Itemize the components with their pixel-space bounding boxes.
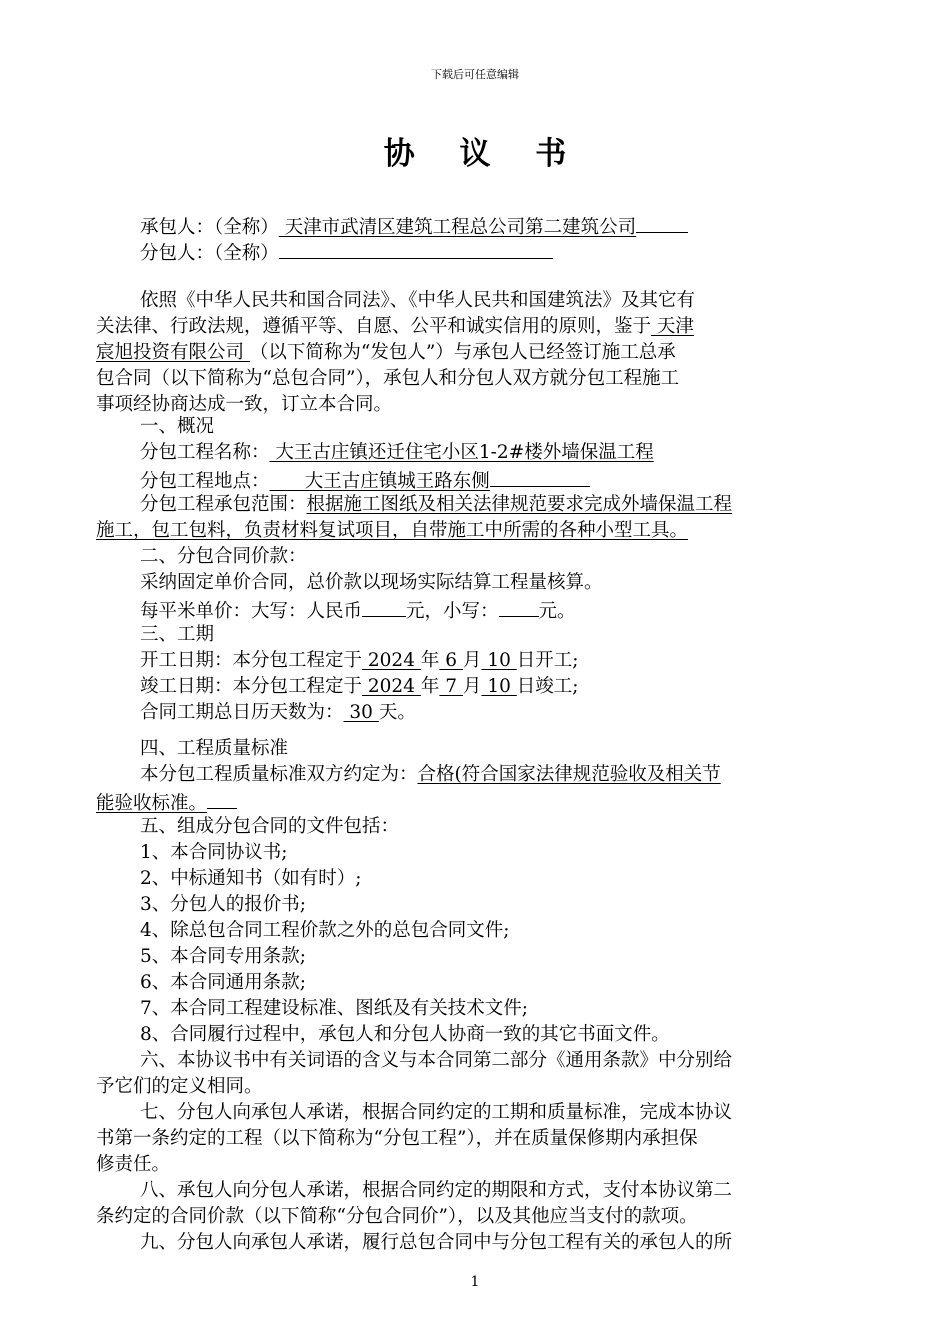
start-date-line <box>96 648 578 674</box>
month-char: 月 <box>462 676 482 697</box>
section-4-heading: 四、工程质量标准 <box>140 738 289 759</box>
document-item: 5、本合同专用条款; <box>140 946 307 967</box>
project-site-line <box>96 466 590 495</box>
intro-line-2 <box>96 314 694 340</box>
intro-line-5: 事项经协商达成一致，订立本合同。 <box>96 394 393 415</box>
document-item: 6、本合同通用条款; <box>140 972 307 993</box>
intro-line-3-text: （以下简称为“发包人”）与承包人已经签订施工总承 <box>249 342 676 363</box>
price-method: 采纳固定单价合同，总价款以现场实际结算工程量核算。 <box>140 572 603 593</box>
subcontractor-line <box>96 238 553 267</box>
end-year: 2024 <box>362 676 421 697</box>
intro-employer-2: 宸旭投资有限公司 <box>96 342 250 363</box>
clause-6-line-1: 六、本协议书中有关词语的含义与本合同第二部分《通用条款》中分别给 <box>140 1050 733 1071</box>
duration-label: 合同工期总日历天数为： <box>140 702 344 723</box>
project-name-label: 分包工程名称： <box>140 442 270 463</box>
intro-employer-1: 天津 <box>651 316 694 337</box>
header-note: 下载后可任意编辑 <box>431 68 519 81</box>
clause-9-line-1: 九、分包人向承包人承诺，履行总包合同中与分包工程有关的承包人的所 <box>140 1232 733 1253</box>
start-day: 10 <box>481 650 517 671</box>
unit-price-figures-label: 元，小写： <box>406 601 499 622</box>
subcontractor-name-blank <box>279 238 553 259</box>
scope-line-1 <box>96 492 732 518</box>
start-date-label: 开工日期：本分包工程定于 <box>140 650 363 671</box>
project-site-label: 分包工程地点： <box>140 471 270 492</box>
end-month: 7 <box>439 676 463 697</box>
duration-value: 30 <box>343 702 379 723</box>
quality-blank <box>207 788 237 809</box>
project-site-value: 大王古庄镇城王路东侧 <box>269 471 490 492</box>
contractor-label: 承包人：（全称） <box>140 217 279 238</box>
start-month: 6 <box>439 650 463 671</box>
contractor-name: 天津市武清区建筑工程总公司第二建筑公司 <box>278 217 637 238</box>
subcontractor-label: 分包人：（全称） <box>140 243 279 264</box>
start-year: 2024 <box>362 650 421 671</box>
section-3-heading: 三、工期 <box>140 624 215 645</box>
unit-price-words-label: 每平米单价：大写：人民币 <box>140 601 363 622</box>
document-item: 3、分包人的报价书; <box>140 894 307 915</box>
end-date-label: 竣工日期：本分包工程定于 <box>140 676 363 697</box>
document-item: 8、合同履行过程中，承包人和分包人协商一致的其它书面文件。 <box>140 1024 670 1045</box>
end-date-line <box>96 674 578 700</box>
section-1-heading: 一、概况 <box>140 416 215 437</box>
intro-line-2-text: 关法律、行政法规，遵循平等、自愿、公平和诚实信用的原则，鉴于 <box>96 316 652 337</box>
intro-line-3 <box>96 340 676 366</box>
project-name-line <box>96 440 654 466</box>
scope-label: 分包工程承包范围： <box>140 494 307 515</box>
quality-value-2: 能验收标准。 <box>96 793 208 814</box>
clause-6-line-2: 予它们的定义相同。 <box>96 1076 263 1097</box>
document-title: 协 议 书 <box>383 136 584 172</box>
duration-line <box>96 700 416 726</box>
scope-value-1: 根据施工图纸及相关法律规范要求完成外墙保温工程 <box>306 494 733 515</box>
project-name-value: 大王古庄镇还迁住宅小区1-2#楼外墙保温工程 <box>269 442 654 463</box>
document-item: 4、除总包合同工程价款之外的总包合同文件; <box>140 920 510 941</box>
year-char: 年 <box>420 676 440 697</box>
document-item: 2、中标通知书（如有时）; <box>140 868 362 889</box>
end-day: 10 <box>481 676 517 697</box>
unit-price-line <box>96 596 576 625</box>
document-item: 7、本合同工程建设标准、图纸及有关技术文件; <box>140 998 529 1019</box>
quality-value-1: 合格(符合国家法律规范验收及相关节 <box>417 764 721 785</box>
unit-price-words-blank <box>362 596 406 617</box>
quality-line-1 <box>96 762 721 788</box>
year-char: 年 <box>420 650 440 671</box>
project-site-blank <box>490 466 590 487</box>
contractor-name-blank <box>636 212 688 233</box>
end-suffix: 日竣工; <box>516 676 579 697</box>
section-2-heading: 二、分包合同价款： <box>140 546 307 567</box>
section-5-heading: 五、组成分包合同的文件包括： <box>140 816 400 837</box>
page-number: 1 <box>470 1274 480 1290</box>
scope-line-2 <box>96 518 688 544</box>
unit-price-suffix: 元。 <box>538 601 576 622</box>
month-char: 月 <box>462 650 482 671</box>
clause-8-line-1: 八、承包人向分包人承诺，根据合同约定的期限和方式，支付本协议第二 <box>140 1180 733 1201</box>
document-item: 1、本合同协议书; <box>140 842 288 863</box>
clause-8-line-2: 条约定的合同价款（以下简称“分包合同价”），以及其他应当支付的款项。 <box>96 1206 698 1227</box>
clause-7-line-3: 修责任。 <box>96 1154 171 1175</box>
intro-line-1: 依照《中华人民共和国合同法》、《中华人民共和国建筑法》及其它有 <box>140 290 696 311</box>
unit-price-figures-blank <box>499 596 539 617</box>
scope-value-2: 施工，包工包料，负责材料复试项目，自带施工中所需的各种小型工具。 <box>96 520 689 541</box>
intro-line-4: 包合同（以下简称为“总包合同”），承包人和分包人双方就分包工程施工 <box>96 368 680 389</box>
contractor-line <box>96 212 688 241</box>
clause-7-line-1: 七、分包人向承包人承诺，根据合同约定的工期和质量标准，完成本协议 <box>140 1102 733 1123</box>
quality-label: 本分包工程质量标准双方约定为： <box>140 764 418 785</box>
clause-7-line-2: 书第一条约定的工程（以下简称为“分包工程”），并在质量保修期内承担保 <box>96 1128 698 1149</box>
start-suffix: 日开工; <box>516 650 579 671</box>
quality-line-2 <box>96 788 237 817</box>
duration-suffix: 天。 <box>378 702 416 723</box>
